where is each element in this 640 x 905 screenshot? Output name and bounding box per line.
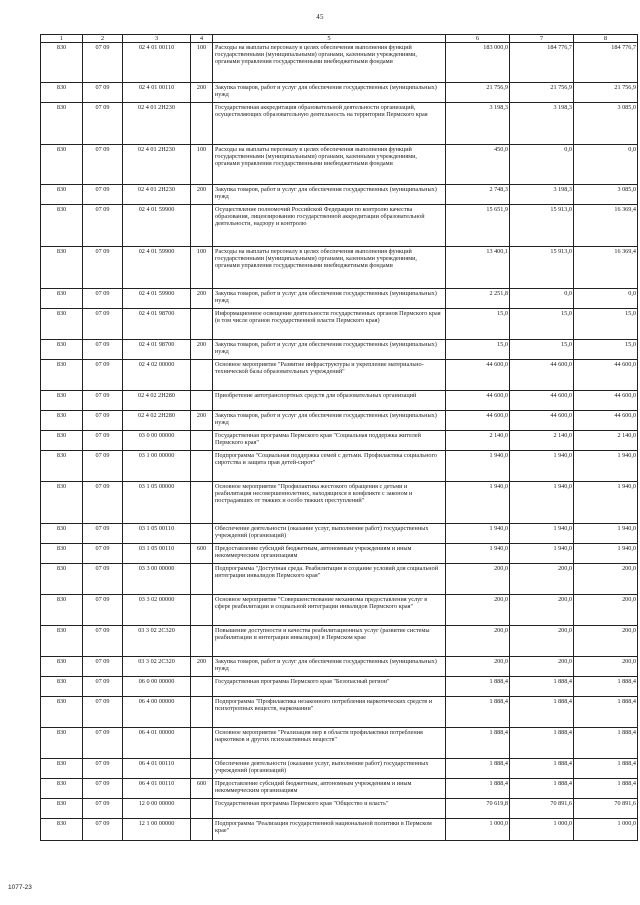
section-code-cell: 07 09 <box>83 677 123 697</box>
column-header: 7 <box>510 35 574 43</box>
target-item-cell: 03 0 00 00000 <box>123 431 191 451</box>
amount-cell: 15,0 <box>446 340 510 360</box>
table-body <box>41 43 638 841</box>
amount-cell: 1 940,0 <box>446 482 510 524</box>
amount-cell: 44 600,0 <box>574 360 638 391</box>
section-code-cell: 07 09 <box>83 657 123 677</box>
table-row <box>41 799 638 819</box>
budget-table <box>40 34 638 841</box>
description-cell: Государственная программа Пермского края "Безопасный регион" <box>213 677 446 697</box>
amount-cell: 200,0 <box>574 595 638 626</box>
expense-type-cell <box>191 819 213 841</box>
section-code-cell: 07 09 <box>83 799 123 819</box>
description-cell: Основное мероприятие "Развитие инфраструктуры и укрепление материально-технической базы образовательных учреждений" <box>213 360 446 391</box>
amount-cell: 200,0 <box>510 626 574 657</box>
expense-type-cell: 600 <box>191 544 213 564</box>
target-item-cell: 06 0 00 00000 <box>123 677 191 697</box>
description-cell: Закупка товаров, работ и услуг для обеспечения государственных (муниципальных) нужд <box>213 185 446 205</box>
description-cell: Закупка товаров, работ и услуг для обеспечения государственных (муниципальных) нужд <box>213 340 446 360</box>
table-row <box>41 411 638 431</box>
expense-type-cell <box>191 391 213 411</box>
amount-cell: 44 600,0 <box>574 411 638 431</box>
target-item-cell: 06 4 00 00000 <box>123 697 191 728</box>
target-item-cell: 02 4 01 59900 <box>123 247 191 289</box>
expense-type-cell: 100 <box>191 43 213 83</box>
expense-type-cell <box>191 360 213 391</box>
page-number: 45 <box>316 13 324 21</box>
amount-cell: 44 600,0 <box>446 411 510 431</box>
table-header-row <box>41 35 638 43</box>
description-cell: Подпрограмма "Социальная поддержка семей с детьми. Профилактика социального сиротства и защита прав детей-сирот" <box>213 451 446 482</box>
amount-cell: 1 888,4 <box>510 697 574 728</box>
amount-cell: 15 913,0 <box>510 205 574 247</box>
amount-cell: 44 600,0 <box>510 360 574 391</box>
target-item-cell: 02 4 01 2Н230 <box>123 145 191 185</box>
amount-cell: 1 940,0 <box>510 524 574 544</box>
column-header: 6 <box>446 35 510 43</box>
table-row <box>41 677 638 697</box>
column-header: 5 <box>213 35 446 43</box>
amount-cell: 1 888,4 <box>446 697 510 728</box>
target-item-cell: 02 4 01 00110 <box>123 83 191 103</box>
table-row <box>41 595 638 626</box>
admin-code-cell: 830 <box>41 431 83 451</box>
table-row <box>41 482 638 524</box>
amount-cell: 44 600,0 <box>574 391 638 411</box>
section-code-cell: 07 09 <box>83 247 123 289</box>
expense-type-cell <box>191 697 213 728</box>
column-header: 3 <box>123 35 191 43</box>
section-code-cell: 07 09 <box>83 524 123 544</box>
description-cell: Предоставление субсидий бюджетным, автономным учреждениям и иным некоммерческим организациям <box>213 544 446 564</box>
amount-cell: 1 888,4 <box>574 677 638 697</box>
expense-type-cell <box>191 309 213 340</box>
section-code-cell: 07 09 <box>83 43 123 83</box>
section-code-cell: 07 09 <box>83 697 123 728</box>
expense-type-cell <box>191 451 213 482</box>
section-code-cell: 07 09 <box>83 309 123 340</box>
table-row <box>41 779 638 799</box>
amount-cell: 3 198,3 <box>510 103 574 145</box>
table-row <box>41 360 638 391</box>
description-cell: Обеспечение деятельности (оказание услуг, выполнение работ) государственных учреждений (организаций) <box>213 524 446 544</box>
expense-type-cell: 200 <box>191 83 213 103</box>
description-cell: Расходы на выплаты персоналу в целях обеспечения выполнения функций государственными (муниципальными) органами, казенными учреждениями, органами управления государственными внебюджетными фондами <box>213 43 446 83</box>
description-cell: Закупка товаров, работ и услуг для обеспечения государственных (муниципальных) нужд <box>213 83 446 103</box>
table-row <box>41 819 638 841</box>
admin-code-cell: 830 <box>41 103 83 145</box>
target-item-cell: 02 4 01 59900 <box>123 289 191 309</box>
target-item-cell: 02 4 01 98700 <box>123 309 191 340</box>
amount-cell: 44 600,0 <box>510 411 574 431</box>
section-code-cell: 07 09 <box>83 626 123 657</box>
target-item-cell: 03 3 02 00000 <box>123 595 191 626</box>
amount-cell: 2 251,8 <box>446 289 510 309</box>
admin-code-cell: 830 <box>41 391 83 411</box>
amount-cell: 1 940,0 <box>574 544 638 564</box>
amount-cell: 15 651,9 <box>446 205 510 247</box>
admin-code-cell: 830 <box>41 595 83 626</box>
expense-type-cell <box>191 595 213 626</box>
section-code-cell: 07 09 <box>83 289 123 309</box>
description-cell: Расходы на выплаты персоналу в целях обеспечения выполнения функций государственными (муниципальными) органами, казенными учреждениями, органами управления государственными внебюджетными фондами <box>213 145 446 185</box>
section-code-cell: 07 09 <box>83 411 123 431</box>
description-cell: Подпрограмма "Реализация государственной национальной политики в Пермском крае" <box>213 819 446 841</box>
amount-cell: 1 940,0 <box>574 524 638 544</box>
table-row <box>41 391 638 411</box>
amount-cell: 1 888,4 <box>510 728 574 759</box>
admin-code-cell: 830 <box>41 626 83 657</box>
amount-cell: 1 000,0 <box>446 819 510 841</box>
table-row <box>41 43 638 83</box>
section-code-cell: 07 09 <box>83 431 123 451</box>
target-item-cell: 02 4 01 59900 <box>123 205 191 247</box>
description-cell: Подпрограмма "Доступная среда. Реабилитация и создание условий для социальной интеграции инвалидов Пермского края" <box>213 564 446 595</box>
amount-cell: 184 776,7 <box>510 43 574 83</box>
description-cell: Закупка товаров, работ и услуг для обеспечения государственных (муниципальных) нужд <box>213 289 446 309</box>
expense-type-cell: 200 <box>191 185 213 205</box>
target-item-cell: 03 3 00 00000 <box>123 564 191 595</box>
table-row <box>41 289 638 309</box>
admin-code-cell: 830 <box>41 340 83 360</box>
expense-type-cell: 200 <box>191 657 213 677</box>
target-item-cell: 02 4 02 2Н280 <box>123 411 191 431</box>
amount-cell: 15,0 <box>574 340 638 360</box>
description-cell: Расходы на выплаты персоналу в целях обеспечения выполнения функций государственными (муниципальными) органами, казенными учреждениями, органами управления государственными внебюджетными фондами <box>213 247 446 289</box>
amount-cell: 2 140,0 <box>574 431 638 451</box>
expense-type-cell: 100 <box>191 145 213 185</box>
table-row <box>41 564 638 595</box>
table-row <box>41 524 638 544</box>
description-cell: Повышение доступности и качества реабилитационных услуг (развитие системы реабилитации и интеграции инвалидов) в Пермском крае <box>213 626 446 657</box>
expense-type-cell: 100 <box>191 247 213 289</box>
amount-cell: 1 940,0 <box>446 544 510 564</box>
amount-cell: 1 888,4 <box>446 779 510 799</box>
description-cell: Приобретение автотранспортных средств для образовательных организаций <box>213 391 446 411</box>
amount-cell: 2 140,0 <box>446 431 510 451</box>
admin-code-cell: 830 <box>41 544 83 564</box>
amount-cell: 3 085,0 <box>574 103 638 145</box>
table-row <box>41 247 638 289</box>
amount-cell: 1 888,4 <box>446 759 510 779</box>
amount-cell: 21 756,9 <box>574 83 638 103</box>
target-item-cell: 03 3 02 2С320 <box>123 626 191 657</box>
amount-cell: 15,0 <box>510 309 574 340</box>
description-cell: Государственная программа Пермского края "Общество и власть" <box>213 799 446 819</box>
target-item-cell: 02 4 01 2Н230 <box>123 103 191 145</box>
expense-type-cell <box>191 759 213 779</box>
target-item-cell: 02 4 01 2Н230 <box>123 185 191 205</box>
admin-code-cell: 830 <box>41 185 83 205</box>
footer-code: 1077-23 <box>8 884 32 891</box>
section-code-cell: 07 09 <box>83 145 123 185</box>
description-cell: Предоставление субсидий бюджетным, автономным учреждениям и иным некоммерческим организациям <box>213 779 446 799</box>
table-row <box>41 185 638 205</box>
expense-type-cell <box>191 431 213 451</box>
amount-cell: 200,0 <box>510 657 574 677</box>
table-row <box>41 451 638 482</box>
amount-cell: 0,0 <box>574 145 638 185</box>
table-row <box>41 697 638 728</box>
expense-type-cell <box>191 799 213 819</box>
amount-cell: 1 888,4 <box>574 779 638 799</box>
section-code-cell: 07 09 <box>83 544 123 564</box>
expense-type-cell: 200 <box>191 340 213 360</box>
amount-cell: 44 600,0 <box>446 391 510 411</box>
amount-cell: 1 940,0 <box>510 482 574 524</box>
table-row <box>41 544 638 564</box>
column-header: 8 <box>574 35 638 43</box>
target-item-cell: 02 4 02 2Н280 <box>123 391 191 411</box>
section-code-cell: 07 09 <box>83 482 123 524</box>
amount-cell: 16 369,4 <box>574 205 638 247</box>
section-code-cell: 07 09 <box>83 391 123 411</box>
amount-cell: 0,0 <box>574 289 638 309</box>
section-code-cell: 07 09 <box>83 595 123 626</box>
expense-type-cell: 200 <box>191 411 213 431</box>
amount-cell: 2 140,0 <box>510 431 574 451</box>
amount-cell: 1 888,4 <box>574 697 638 728</box>
amount-cell: 70 619,8 <box>446 799 510 819</box>
expense-type-cell <box>191 728 213 759</box>
column-header: 2 <box>83 35 123 43</box>
admin-code-cell: 830 <box>41 145 83 185</box>
section-code-cell: 07 09 <box>83 564 123 595</box>
amount-cell: 1 940,0 <box>574 482 638 524</box>
amount-cell: 3 198,3 <box>510 185 574 205</box>
amount-cell: 200,0 <box>510 595 574 626</box>
target-item-cell: 06 4 01 00110 <box>123 759 191 779</box>
amount-cell: 70 891,6 <box>574 799 638 819</box>
amount-cell: 15,0 <box>446 309 510 340</box>
admin-code-cell: 830 <box>41 309 83 340</box>
section-code-cell: 07 09 <box>83 819 123 841</box>
target-item-cell: 12 0 00 00000 <box>123 799 191 819</box>
expense-type-cell: 200 <box>191 289 213 309</box>
target-item-cell: 03 3 02 2С320 <box>123 657 191 677</box>
table-row <box>41 103 638 145</box>
admin-code-cell: 830 <box>41 482 83 524</box>
table-row <box>41 205 638 247</box>
description-cell: Государственная программа Пермского края "Социальная поддержка жителей Пермского края" <box>213 431 446 451</box>
amount-cell: 13 400,1 <box>446 247 510 289</box>
amount-cell: 200,0 <box>574 564 638 595</box>
amount-cell: 1 888,4 <box>510 779 574 799</box>
amount-cell: 1 888,4 <box>574 728 638 759</box>
amount-cell: 15,0 <box>510 340 574 360</box>
amount-cell: 450,0 <box>446 145 510 185</box>
target-item-cell: 06 4 01 00110 <box>123 779 191 799</box>
amount-cell: 1 000,0 <box>510 819 574 841</box>
admin-code-cell: 830 <box>41 411 83 431</box>
amount-cell: 200,0 <box>510 564 574 595</box>
admin-code-cell: 830 <box>41 83 83 103</box>
amount-cell: 184 776,7 <box>574 43 638 83</box>
amount-cell: 200,0 <box>446 564 510 595</box>
expense-type-cell <box>191 677 213 697</box>
table-row <box>41 309 638 340</box>
description-cell: Осуществление полномочий Российской Федерации по контролю качества образования, лицензированию государственной аккредитации образовательной деятельности, надзору и контролю <box>213 205 446 247</box>
section-code-cell: 07 09 <box>83 759 123 779</box>
table-row <box>41 431 638 451</box>
admin-code-cell: 830 <box>41 289 83 309</box>
amount-cell: 16 369,4 <box>574 247 638 289</box>
amount-cell: 1 940,0 <box>446 451 510 482</box>
admin-code-cell: 830 <box>41 799 83 819</box>
table-row <box>41 626 638 657</box>
amount-cell: 200,0 <box>574 657 638 677</box>
section-code-cell: 07 09 <box>83 360 123 391</box>
admin-code-cell: 830 <box>41 360 83 391</box>
amount-cell: 200,0 <box>446 626 510 657</box>
description-cell: Закупка товаров, работ и услуг для обеспечения государственных (муниципальных) нужд <box>213 411 446 431</box>
description-cell: Информационное освещение деятельности государственных органов Пермского края (в том числе органов государственной власти Пермского края) <box>213 309 446 340</box>
admin-code-cell: 830 <box>41 728 83 759</box>
description-cell: Обеспечение деятельности (оказание услуг, выполнение работ) государственных учреждений (организаций) <box>213 759 446 779</box>
target-item-cell: 03 1 05 00110 <box>123 524 191 544</box>
amount-cell: 200,0 <box>446 595 510 626</box>
section-code-cell: 07 09 <box>83 451 123 482</box>
budget-table-container <box>40 34 637 841</box>
admin-code-cell: 830 <box>41 657 83 677</box>
admin-code-cell: 830 <box>41 697 83 728</box>
admin-code-cell: 830 <box>41 759 83 779</box>
amount-cell: 1 888,4 <box>574 759 638 779</box>
table-row <box>41 145 638 185</box>
admin-code-cell: 830 <box>41 247 83 289</box>
amount-cell: 1 888,4 <box>510 759 574 779</box>
table-row <box>41 83 638 103</box>
admin-code-cell: 830 <box>41 779 83 799</box>
expense-type-cell <box>191 205 213 247</box>
section-code-cell: 07 09 <box>83 205 123 247</box>
admin-code-cell: 830 <box>41 564 83 595</box>
target-item-cell: 03 1 05 00000 <box>123 482 191 524</box>
description-cell: Закупка товаров, работ и услуг для обеспечения государственных (муниципальных) нужд <box>213 657 446 677</box>
amount-cell: 1 888,4 <box>446 728 510 759</box>
section-code-cell: 07 09 <box>83 83 123 103</box>
amount-cell: 1 888,4 <box>510 677 574 697</box>
section-code-cell: 07 09 <box>83 185 123 205</box>
amount-cell: 200,0 <box>574 626 638 657</box>
admin-code-cell: 830 <box>41 524 83 544</box>
amount-cell: 44 600,0 <box>446 360 510 391</box>
target-item-cell: 06 4 01 00000 <box>123 728 191 759</box>
amount-cell: 0,0 <box>510 145 574 185</box>
admin-code-cell: 830 <box>41 677 83 697</box>
table-row <box>41 340 638 360</box>
amount-cell: 1 000,0 <box>574 819 638 841</box>
target-item-cell: 02 4 01 98700 <box>123 340 191 360</box>
column-header: 1 <box>41 35 83 43</box>
target-item-cell: 02 4 01 00110 <box>123 43 191 83</box>
amount-cell: 3 085,0 <box>574 185 638 205</box>
amount-cell: 1 888,4 <box>446 677 510 697</box>
target-item-cell: 03 1 05 00110 <box>123 544 191 564</box>
amount-cell: 3 198,3 <box>446 103 510 145</box>
amount-cell: 2 748,3 <box>446 185 510 205</box>
admin-code-cell: 830 <box>41 819 83 841</box>
table-row <box>41 657 638 677</box>
section-code-cell: 07 09 <box>83 340 123 360</box>
amount-cell: 15 913,0 <box>510 247 574 289</box>
amount-cell: 183 000,0 <box>446 43 510 83</box>
expense-type-cell <box>191 626 213 657</box>
amount-cell: 1 940,0 <box>510 451 574 482</box>
amount-cell: 15,0 <box>574 309 638 340</box>
section-code-cell: 07 09 <box>83 779 123 799</box>
table-row <box>41 759 638 779</box>
amount-cell: 44 600,0 <box>510 391 574 411</box>
description-cell: Подпрограмма "Профилактика незаконного потребления наркотических средств и психотропных веществ, наркомании" <box>213 697 446 728</box>
expense-type-cell <box>191 564 213 595</box>
amount-cell: 21 756,9 <box>510 83 574 103</box>
admin-code-cell: 830 <box>41 205 83 247</box>
description-cell: Основное мероприятие "Совершенствование механизма предоставления услуг в сфере реабилитации и социальной интеграции инвалидов Пермского края" <box>213 595 446 626</box>
expense-type-cell <box>191 524 213 544</box>
description-cell: Государственная аккредитация образовательной деятельности организаций, осуществляющих образовательную деятельность на территории Пермского края <box>213 103 446 145</box>
amount-cell: 200,0 <box>446 657 510 677</box>
amount-cell: 1 940,0 <box>446 524 510 544</box>
description-cell: Основное мероприятие "Реализация мер в области профилактики потребления наркотиков и других психоактивных веществ" <box>213 728 446 759</box>
expense-type-cell: 600 <box>191 779 213 799</box>
expense-type-cell <box>191 482 213 524</box>
amount-cell: 1 940,0 <box>574 451 638 482</box>
admin-code-cell: 830 <box>41 451 83 482</box>
admin-code-cell: 830 <box>41 43 83 83</box>
amount-cell: 1 940,0 <box>510 544 574 564</box>
section-code-cell: 07 09 <box>83 728 123 759</box>
amount-cell: 70 891,6 <box>510 799 574 819</box>
description-cell: Основное мероприятие "Профилактика жестокого обращения с детьми и реабилитация несовершеннолетних, находящихся в конфликте с законом и пострадавших от тяжких и особо тяжких преступлений" <box>213 482 446 524</box>
column-header: 4 <box>191 35 213 43</box>
expense-type-cell <box>191 103 213 145</box>
amount-cell: 0,0 <box>510 289 574 309</box>
target-item-cell: 12 1 00 00000 <box>123 819 191 841</box>
amount-cell: 21 756,9 <box>446 83 510 103</box>
section-code-cell: 07 09 <box>83 103 123 145</box>
table-row <box>41 728 638 759</box>
target-item-cell: 03 1 00 00000 <box>123 451 191 482</box>
target-item-cell: 02 4 02 00000 <box>123 360 191 391</box>
